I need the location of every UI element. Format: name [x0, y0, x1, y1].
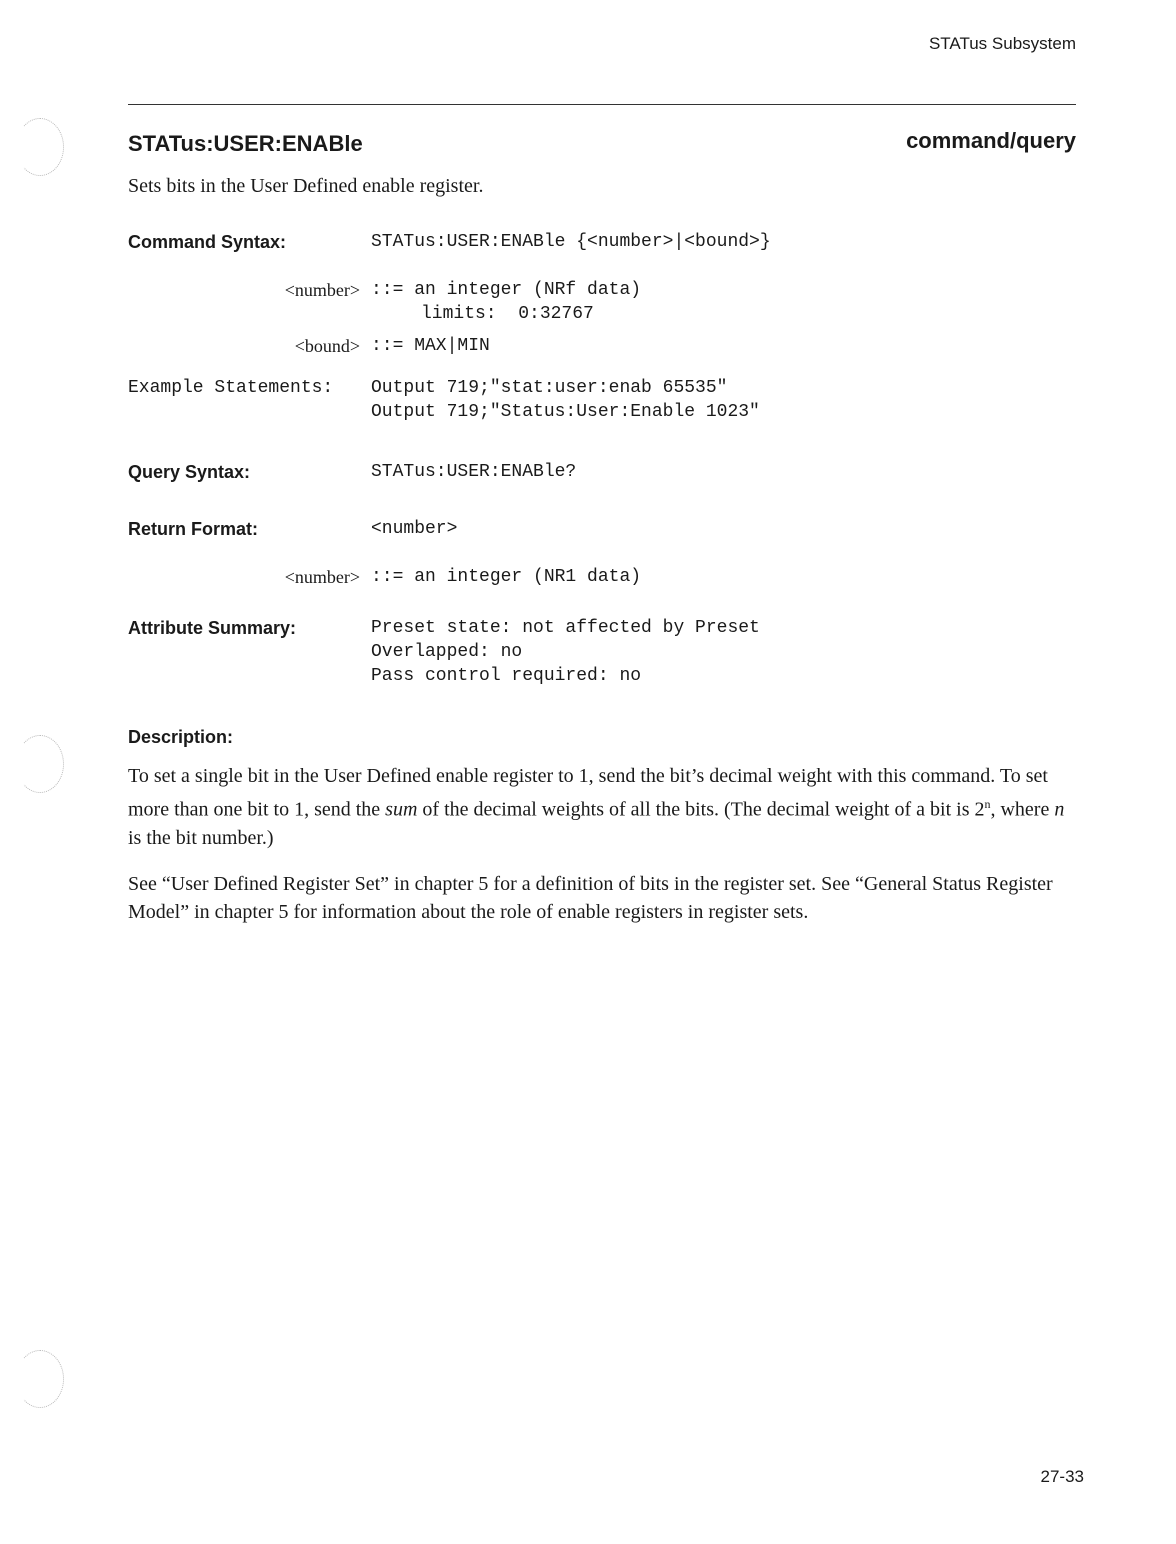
header-rule: [128, 104, 1076, 105]
binder-hole-top: [16, 118, 64, 176]
binder-hole-bottom: [16, 1350, 64, 1408]
number-param-limits: limits: 0:32767: [421, 304, 594, 324]
query-syntax-value: STATus:USER:ENABle?: [371, 462, 577, 482]
command-title: STATus:USER:ENABle: [128, 131, 363, 156]
return-number-name: <number>: [284, 567, 360, 587]
desc-p1-emphasis-sum: sum: [385, 798, 418, 821]
return-format-value: <number>: [371, 519, 458, 539]
command-syntax-value: STATus:USER:ENABle {<number>|<bound>}: [371, 232, 771, 252]
page-number: 27-33: [1040, 1467, 1084, 1486]
desc-p1-emphasis-n: n: [1054, 798, 1065, 821]
example-statements-label: Example Statements:: [128, 378, 334, 398]
desc-p1-part-a: To set a single bit in the User Defined enable register to 1, send the bit’s decimal weight with this command. To set more than one bit to 1, send the: [128, 765, 1048, 821]
attribute-pass-control: Pass control required: no: [371, 666, 642, 686]
desc-p1-exponent: n: [984, 797, 991, 811]
number-param-name: <number>: [284, 280, 360, 300]
description-paragraph-1: [128, 762, 1068, 852]
command-summary: Sets bits in the User Defined enable register.: [128, 175, 484, 197]
command-syntax-label: Command Syntax:: [128, 232, 287, 252]
attribute-preset: Preset state: not affected by Preset: [371, 618, 760, 638]
query-syntax-label: Query Syntax:: [128, 462, 251, 482]
command-type: command/query: [906, 128, 1076, 153]
desc-p1-part-d: is the bit number.): [128, 826, 274, 849]
description-label: Description:: [128, 727, 234, 747]
desc-p1-part-c: , where: [990, 798, 1055, 821]
example-line-2: Output 719;"Status:User:Enable 1023": [371, 402, 760, 422]
example-line-1: Output 719;"stat:user:enab 65535": [371, 378, 728, 398]
bound-param-def: ::= MAX|MIN: [371, 336, 490, 356]
attribute-summary-label: Attribute Summary:: [128, 618, 297, 638]
attribute-overlapped: Overlapped: no: [371, 642, 523, 662]
bound-param-name: <bound>: [294, 336, 360, 356]
return-format-label: Return Format:: [128, 519, 258, 539]
desc-p1-part-b: of the decimal weights of all the bits. (The decimal weight of a bit is 2: [417, 798, 985, 821]
return-number-def: ::= an integer (NR1 data): [371, 567, 642, 587]
binder-hole-middle: [16, 735, 64, 793]
number-param-def: ::= an integer (NRf data): [371, 280, 642, 300]
running-head: STATus Subsystem: [928, 34, 1076, 53]
description-paragraph-2: See “User Defined Register Set” in chapter 5 for a definition of bits in the register set. See “General Status Register Model” in chapter 5 for information about the role of enable registers in register sets.: [128, 873, 1053, 923]
